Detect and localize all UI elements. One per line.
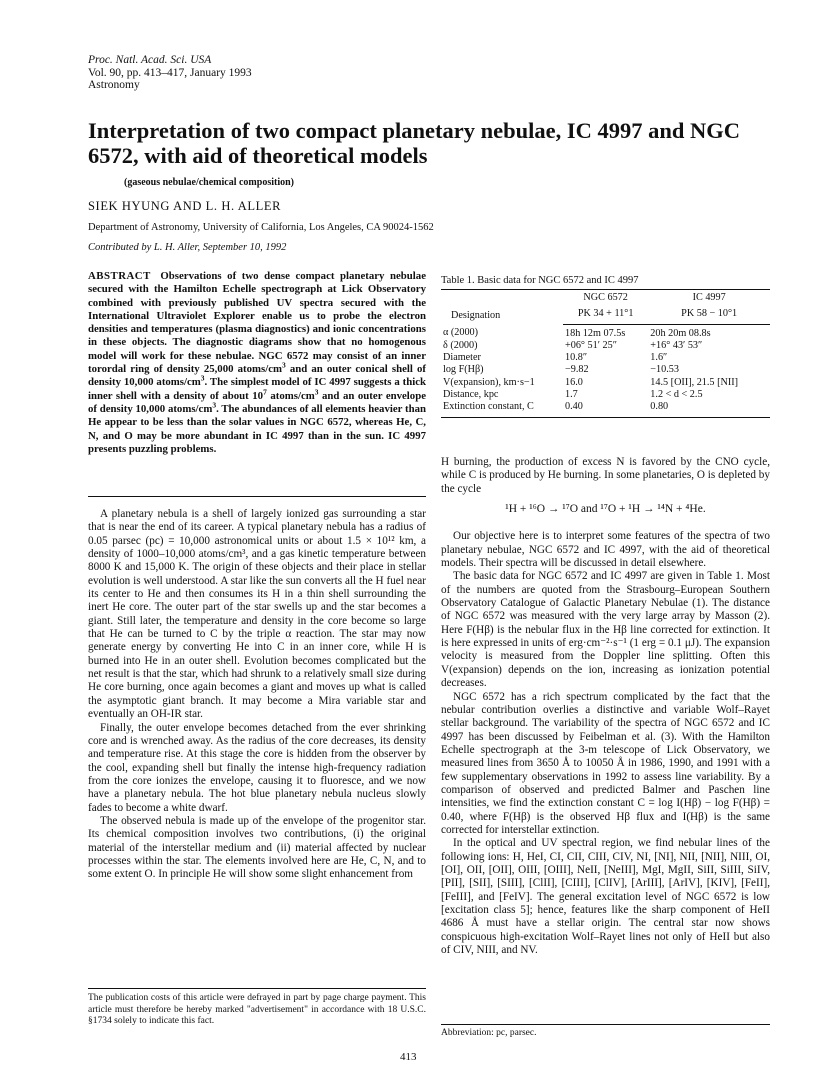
journal-name: Proc. Natl. Acad. Sci. USA [88, 54, 212, 66]
abstract-sup: 3 [282, 360, 286, 370]
paragraph: A planetary nebula is a shell of largely ionized gas surrounding a star that is near the end of its career. A typical planetary nebula has a radius of 0.05 parsec (pc) = 10,000 astronomical units or about 1.5 × 10¹² km, a density of 1000–10,000 atoms/cm³, and a gas kinetic temperature between 8000 K and 15,000 K. The origin of these objects and their place in stellar evolution is well understood. A star like the sun converts all the H fuel near its center to He and then consumes its H in a thin shell surrounding the inert He core. The outer part of the star swells up and the star becomes a giant. Still later, the temperature and density in the core become so large that He can be turned to C by the triple α reaction. The star may now generate energy by converting He into C in an inner core, while H is burned into He in an outer shell. Evolution becomes complicated but the net result is that the star, which had shrunk to a relatively small size during He core burning, once again becomes a giant and moves up what is called the asymptotic giant branch. It may become a Mira variable star and eventually an OH-IR star. [88, 508, 426, 721]
paragraph: The observed nebula is made up of the envelope of the progenitor star. Its chemical composition involves two contributions, (i) the original material of the interstellar medium and (ii) material affected by nuclear processes within the star. The elements involved here are He, C, N, and to some extent O. In principle He will show some slight enhancement from [88, 814, 426, 881]
table-row [441, 352, 770, 364]
table-cell-label: δ (2000) [443, 339, 478, 351]
article-title: Interpretation of two compact planetary nebulae, IC 4997 and NGC 6572, with aid of theoretical models [88, 118, 741, 168]
article-subtitle: (gaseous nebulae/chemical composition) [124, 177, 294, 188]
table-header-designation: Designation [451, 309, 501, 321]
basic-data-table [441, 289, 770, 418]
abstract-text-6: . The abundances of all elements heavier than He appear to be less than the solar values in NGC 6572, whereas He, C, N, and O may be more abundant in IC 4997 than in the sun. IC 4997 presents puzzling problems. [88, 402, 427, 455]
journal-volume: Vol. 90, pp. 413–417, January 1993 [88, 66, 252, 79]
table-header-ngc6572: NGC 6572 [583, 292, 628, 303]
table-cell: 0.80 [648, 401, 770, 417]
abstract-sup: 7 [263, 387, 267, 397]
abstract-divider [88, 496, 426, 497]
footnote-divider [88, 988, 426, 989]
abstract-text-4: atoms/cm [266, 389, 315, 402]
paragraph: Our objective here is to interpret some features of the spectra of two planetary nebulae, NGC 6572 and IC 4997, with the aid of theoretical models. Their spectra will be discussed in detail elsewhere. [441, 530, 770, 570]
table-cell: 14.5 [OII], 21.5 [NII] [650, 376, 738, 388]
table-row [441, 324, 770, 340]
table-cell: 1.7 [565, 389, 578, 401]
article-authors: SIEK HYUNG AND L. H. ALLER [88, 199, 282, 213]
table-cell: +06° 51′ 25″ [565, 339, 617, 351]
abstract-sup: 3 [200, 373, 205, 383]
table-header-ic4997: IC 4997 [692, 292, 726, 303]
table-cell: −9.82 [565, 364, 589, 376]
table-cell-label: Distance, kpc [443, 389, 499, 401]
abstract-sup: 3 [314, 387, 319, 397]
paragraph: Finally, the outer envelope becomes detached from the ever shrinking core and is wrenched away. As the radius of the core decreases, its density and temperature rise. At this stage the core is hidden from the observer by the cool, expanding shell but finally the intense high-frequency radiation from the core ionizes the envelope, causing it to fluoresce, and we now have a planetary nebula. The hot blue planetary nebula nucleus slowly fades to become a white dwarf. [88, 721, 426, 814]
table-cell-label: V(expansion), km·s−1 [443, 376, 535, 388]
table-cell: 20h 20m 08.8s [650, 327, 711, 339]
table-cell: −10.53 [650, 364, 679, 376]
table-row [441, 389, 770, 401]
paragraph: The basic data for NGC 6572 and IC 4997 are given in Table 1. Most of the numbers are quoted from the Strasbourg–European Southern Observatory Catalogue of Galactic Planetary Nebulae (1). The distance of NGC 6572 was measured with the very large array by Masson (2). Here F(Hβ) is the nebular flux in the Hβ line corrected for extinction. It is here expressed in units of erg·cm⁻²·s⁻¹ (1 erg = 0.1 μJ). The expansion velocity is measured from the Doppler line splitting. Often this V(expansion) depends on the ion, increasing as ionization potential decreases. [441, 570, 770, 690]
journal-header [88, 54, 252, 92]
table-row [441, 364, 770, 376]
left-column-body [88, 508, 426, 882]
abstract-text-1: Observations of two dense compact planetary nebulae secured with the Hamilton Echelle spectrograph at Lick Observatory combined with previously published UV spectra secured with the International Ultraviolet Explorer enable us to probe the electron densities and temperatures (plasma diagnostics) and ionic concentrations in these objects. The diagnostic diagrams show that no homogenous model will work for these nebulae. NGC 6572 may consist of an inner torordal ring of density 25,000 atoms/cm [88, 270, 427, 376]
table-cell-label: Extinction constant, C [441, 401, 563, 417]
table-row [441, 401, 770, 417]
table-row [441, 377, 770, 389]
table-cell: 1.6″ [650, 352, 668, 364]
table-cell-label: Diameter [443, 352, 481, 364]
table-cell-label: log F(Hβ) [443, 364, 484, 376]
table-caption: Table 1. Basic data for NGC 6572 and IC 4997 [441, 275, 639, 286]
abbreviation-divider [441, 1024, 770, 1025]
paragraph: NGC 6572 has a rich spectrum complicated by the fact that the nebular contribution overlies a distinctive and variable Wolf–Rayet stellar background. The variability of the spectra of NGC 6572 and IC 4997 has been discussed by Feibelman et al. (3). With the Hamilton Echelle spectrograph at the 3-m telescope of Lick Observatory, we measured lines from 3650 Å to 10050 Å in 1986, 1990, and 1991 with a few supplementary observations in 1992 to assess line variability. By a comparison of observed and predicted Balmer and Paschen line intensities, we find the extinction constant C = log I(Hβ) − log F(Hβ) = 0.40, where F(Hβ) is the observed Hβ flux and I(Hβ) is the same corrected for interstellar extinction. [441, 690, 770, 836]
abbreviation-note: Abbreviation: pc, parsec. [441, 1028, 537, 1038]
nuclear-reaction-equation: ¹H + ¹⁶O → ¹⁷O and ¹⁷O + ¹H → ¹⁴N + ⁴He. [505, 503, 706, 516]
author-affiliation: Department of Astronomy, University of California, Los Angeles, CA 90024-1562 [88, 222, 434, 233]
publication-cost-footnote: The publication costs of this article were defrayed in part by page charge payment. This article must therefore be hereby marked "advertisement" in accordance with 18 U.S.C. §1734 solely to indicate this fact. [88, 993, 426, 1026]
table-row [441, 340, 770, 352]
table-header-ic4997-pk: PK 58 − 10°1 [648, 306, 770, 324]
table-cell: 16.0 [565, 376, 583, 388]
table-cell: 1.2 < d < 2.5 [650, 389, 703, 401]
journal-section: Astronomy [88, 79, 140, 91]
abstract-text-3: . The simplest model of IC 4997 suggests a thick inner shell with a density of about 10 [88, 376, 426, 402]
abstract-text-5: and an outer envelope of density 10,000 atoms/cm [88, 389, 426, 415]
contributed-by: Contributed by L. H. Aller, September 10, 1992 [88, 242, 287, 253]
table-cell: +16° 43′ 53″ [650, 339, 703, 351]
right-column-body [441, 456, 770, 957]
paragraph: In the optical and UV spectral region, we find nebular lines of the following ions: H, HeI, CI, CII, CIII, CIV, NI, [NI], NII, [NII], NIII, OI, [OI], OII, [OII], OIII, [OIII], NeII, [NeIII], MgI, MgII, SiII, SiIII, SiIV, [PII], [SII], [SIII], [ClII], [CIII], [ClIV], [ArIII], [ArIV], [KIV], [FeII], [FeIII], and [FeIV]. The general excitation level of NGC 6572 is low [excitation class 5]; hence, features like the sharp component of HeII 4686 Å must have a stellar origin. The central star now shows conspicuous high-excitation Wolf–Rayet lines not only of HeII but also of CIV, NIII, and NV. [441, 837, 770, 957]
table-cell: 18h 12m 07.5s [565, 327, 626, 339]
paragraph: H burning, the production of excess N is favored by the CNO cycle, while C is produced by He burning. In some planetaries, O is depleted by the cycle [441, 456, 770, 495]
table-cell: 0.40 [563, 401, 648, 417]
table-cell-label: α (2000) [443, 327, 479, 339]
abstract-sup: 3 [212, 400, 217, 410]
abstract-label: ABSTRACT [88, 270, 151, 282]
page-number: 413 [400, 1051, 417, 1063]
abstract-text-2: and an outer conical shell of density 10,000 atoms/cm [88, 363, 426, 389]
abstract [88, 270, 426, 456]
table-cell: 10.8″ [565, 352, 588, 364]
table-header-ngc6572-pk: PK 34 + 11°1 [563, 306, 648, 324]
